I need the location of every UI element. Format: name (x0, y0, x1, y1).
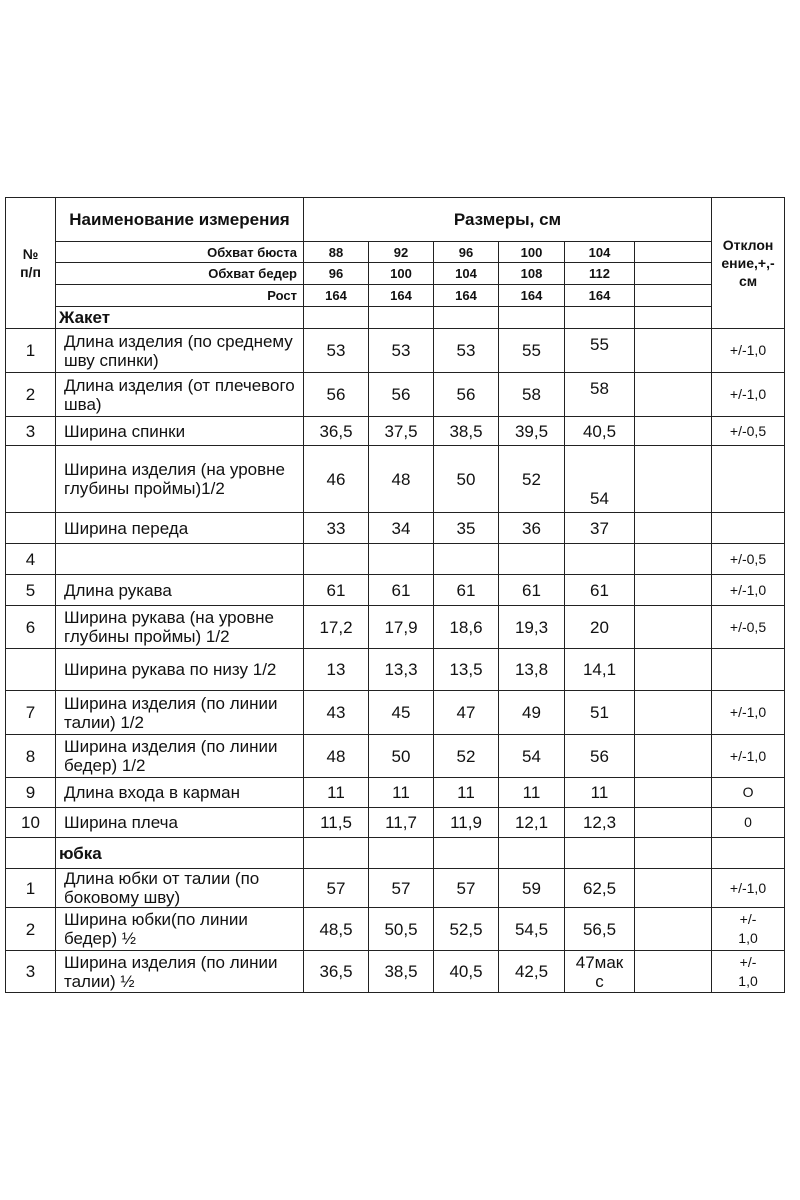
measure-name: Ширина переда (56, 513, 304, 544)
param-value: 112 (565, 263, 635, 285)
table-row (6, 373, 785, 417)
size-value: 12,1 (499, 808, 565, 838)
size-value (635, 808, 712, 838)
param-value (635, 263, 712, 285)
section-row (6, 838, 785, 869)
row-number: 3 (6, 417, 56, 446)
size-value: 12,3 (565, 808, 635, 838)
size-value: 51 (565, 691, 635, 735)
size-value: 43 (304, 691, 369, 735)
size-value (635, 575, 712, 606)
param-value: 164 (369, 285, 434, 307)
size-value: 38,5 (369, 951, 434, 993)
measure-name: Ширина плеча (56, 808, 304, 838)
size-value: 56 (369, 373, 434, 417)
row-number: 1 (6, 869, 56, 908)
table-row (6, 951, 785, 993)
size-value (635, 446, 712, 513)
table-row (6, 575, 785, 606)
tolerance-value: +/- 1,0 (712, 908, 785, 951)
size-value: 50 (434, 446, 499, 513)
size-value (304, 544, 369, 575)
param-value: 104 (565, 242, 635, 263)
section-empty-cell (369, 838, 434, 869)
size-value: 56,5 (565, 908, 635, 951)
size-value: 52 (434, 735, 499, 778)
size-value: 61 (304, 575, 369, 606)
size-value: 49 (499, 691, 565, 735)
header-param-row (6, 263, 785, 285)
size-value: 48,5 (304, 908, 369, 951)
table-row (6, 513, 785, 544)
row-number (6, 649, 56, 691)
param-value: 108 (499, 263, 565, 285)
tolerance-value (712, 649, 785, 691)
size-value: 36 (499, 513, 565, 544)
size-value (635, 778, 712, 808)
size-value: 11,7 (369, 808, 434, 838)
size-value: 18,6 (434, 606, 499, 649)
row-number: 4 (6, 544, 56, 575)
table-row (6, 691, 785, 735)
size-value: 14,1 (565, 649, 635, 691)
row-number: 2 (6, 373, 56, 417)
section-empty-cell (434, 307, 499, 329)
size-value: 35 (434, 513, 499, 544)
tolerance-value: +/-1,0 (712, 735, 785, 778)
size-value: 52 (499, 446, 565, 513)
tolerance-value: +/-1,0 (712, 329, 785, 373)
row-number (6, 513, 56, 544)
table-row (6, 869, 785, 908)
size-value: 20 (565, 606, 635, 649)
size-value (635, 691, 712, 735)
size-value: 56 (304, 373, 369, 417)
size-value: 55 (499, 329, 565, 373)
size-value: 54 (499, 735, 565, 778)
size-value (499, 544, 565, 575)
tolerance-value: +/-0,5 (712, 544, 785, 575)
size-value: 50,5 (369, 908, 434, 951)
table-row (6, 808, 785, 838)
size-value: 19,3 (499, 606, 565, 649)
size-value: 47мак с (565, 951, 635, 993)
size-value: 42,5 (499, 951, 565, 993)
size-value: 48 (304, 735, 369, 778)
size-value: 40,5 (434, 951, 499, 993)
row-number: 8 (6, 735, 56, 778)
tolerance-value: +/-1,0 (712, 373, 785, 417)
size-value: 36,5 (304, 951, 369, 993)
table-row (6, 606, 785, 649)
size-value: 11 (304, 778, 369, 808)
size-value: 57 (304, 869, 369, 908)
tolerance-value: +/-0,5 (712, 417, 785, 446)
section-empty-cell (565, 838, 635, 869)
size-value: 61 (565, 575, 635, 606)
section-row (6, 307, 785, 329)
size-value: 56 (565, 735, 635, 778)
size-value (635, 649, 712, 691)
measure-name: Ширина рукава по низу 1/2 (56, 649, 304, 691)
measure-name: Длина входа в карман (56, 778, 304, 808)
tolerance-value: +/- 1,0 (712, 951, 785, 993)
size-value: 53 (304, 329, 369, 373)
size-value (635, 513, 712, 544)
table-row (6, 735, 785, 778)
table-row (6, 544, 785, 575)
table-row (6, 908, 785, 951)
size-chart-body (6, 198, 785, 993)
size-value: 11 (565, 778, 635, 808)
param-label: Рост (56, 285, 304, 307)
size-value: 57 (369, 869, 434, 908)
tolerance-value (712, 513, 785, 544)
size-value (635, 544, 712, 575)
size-value (635, 606, 712, 649)
param-value: 100 (369, 263, 434, 285)
size-value: 55 (565, 329, 635, 373)
size-value: 59 (499, 869, 565, 908)
header-row-title (6, 198, 785, 242)
param-value: 92 (369, 242, 434, 263)
size-value: 13,5 (434, 649, 499, 691)
row-number: 10 (6, 808, 56, 838)
measure-name: Ширина изделия (по линии талии) 1/2 (56, 691, 304, 735)
row-number: 7 (6, 691, 56, 735)
measure-name: Ширина рукава (на уровне глубины проймы) 1/2 (56, 606, 304, 649)
size-value: 39,5 (499, 417, 565, 446)
section-empty-cell (635, 838, 712, 869)
size-value: 53 (434, 329, 499, 373)
section-num-cell (6, 838, 56, 869)
size-value (635, 908, 712, 951)
table-row (6, 417, 785, 446)
size-value: 46 (304, 446, 369, 513)
size-value: 13,3 (369, 649, 434, 691)
row-number: 5 (6, 575, 56, 606)
size-value (635, 735, 712, 778)
section-empty-cell (434, 838, 499, 869)
size-value: 54 (565, 446, 635, 513)
size-value (635, 869, 712, 908)
num-header: № п/п (6, 198, 56, 329)
table-row (6, 329, 785, 373)
table-row (6, 778, 785, 808)
table-row (6, 446, 785, 513)
size-value (635, 951, 712, 993)
size-value: 56 (434, 373, 499, 417)
param-value: 96 (434, 242, 499, 263)
sizes-header: Размеры, см (304, 198, 712, 242)
size-value (369, 544, 434, 575)
row-number (6, 446, 56, 513)
size-value: 61 (499, 575, 565, 606)
measure-name: Длина юбки от талии (по боковому шву) (56, 869, 304, 908)
tolerance-value: +/-0,5 (712, 606, 785, 649)
param-value: 104 (434, 263, 499, 285)
section-empty-cell (499, 307, 565, 329)
size-value: 33 (304, 513, 369, 544)
size-value: 57 (434, 869, 499, 908)
size-value: 17,2 (304, 606, 369, 649)
size-value: 58 (499, 373, 565, 417)
size-value: 36,5 (304, 417, 369, 446)
size-chart-table (5, 197, 785, 993)
measure-name: Ширина изделия (на уровне глубины проймы)1/2 (56, 446, 304, 513)
section-empty-cell (304, 838, 369, 869)
size-value (565, 544, 635, 575)
size-value: 40,5 (565, 417, 635, 446)
size-value: 11 (369, 778, 434, 808)
row-number: 9 (6, 778, 56, 808)
section-empty-cell (499, 838, 565, 869)
size-value: 11 (434, 778, 499, 808)
tolerance-value: О (712, 778, 785, 808)
param-value: 164 (565, 285, 635, 307)
size-value: 48 (369, 446, 434, 513)
size-value: 45 (369, 691, 434, 735)
param-value: 96 (304, 263, 369, 285)
measure-name: Длина рукава (56, 575, 304, 606)
size-value: 61 (369, 575, 434, 606)
row-number: 6 (6, 606, 56, 649)
size-value: 53 (369, 329, 434, 373)
tolerance-value: 0 (712, 808, 785, 838)
size-value: 34 (369, 513, 434, 544)
size-value: 61 (434, 575, 499, 606)
tolerance-value: +/-1,0 (712, 575, 785, 606)
measure-name: Ширина изделия (по линии бедер) 1/2 (56, 735, 304, 778)
measure-name: Длина изделия (от плечевого шва) (56, 373, 304, 417)
section-empty-cell (369, 307, 434, 329)
measure-name: Ширина спинки (56, 417, 304, 446)
measure-name: Ширина юбки(по линии бедер) ½ (56, 908, 304, 951)
size-value (434, 544, 499, 575)
size-value (635, 373, 712, 417)
size-value: 62,5 (565, 869, 635, 908)
tolerance-value: +/-1,0 (712, 691, 785, 735)
param-value (635, 242, 712, 263)
row-number: 3 (6, 951, 56, 993)
section-title: юбка (56, 838, 304, 869)
param-value (635, 285, 712, 307)
size-value: 11,5 (304, 808, 369, 838)
section-empty-cell (304, 307, 369, 329)
row-number: 1 (6, 329, 56, 373)
param-value: 164 (499, 285, 565, 307)
measure-name (56, 544, 304, 575)
param-label: Обхват бюста (56, 242, 304, 263)
section-title: Жакет (56, 307, 304, 329)
section-empty-cell (635, 307, 712, 329)
size-value: 13 (304, 649, 369, 691)
param-value: 164 (434, 285, 499, 307)
size-value (635, 329, 712, 373)
size-value: 52,5 (434, 908, 499, 951)
tolerance-header: Отклон ение,+,- см (712, 198, 785, 329)
size-value: 37,5 (369, 417, 434, 446)
section-tol-cell (712, 838, 785, 869)
table-row (6, 649, 785, 691)
param-value: 88 (304, 242, 369, 263)
size-value: 37 (565, 513, 635, 544)
header-param-row (6, 285, 785, 307)
measure-name: Длина изделия (по среднему шву спинки) (56, 329, 304, 373)
row-number: 2 (6, 908, 56, 951)
tolerance-value (712, 446, 785, 513)
size-value: 38,5 (434, 417, 499, 446)
param-value: 100 (499, 242, 565, 263)
measure-name: Ширина изделия (по линии талии) ½ (56, 951, 304, 993)
size-value: 13,8 (499, 649, 565, 691)
param-label: Обхват бедер (56, 263, 304, 285)
size-value: 11 (499, 778, 565, 808)
size-value (635, 417, 712, 446)
size-value: 50 (369, 735, 434, 778)
size-value: 47 (434, 691, 499, 735)
size-value: 54,5 (499, 908, 565, 951)
header-param-row (6, 242, 785, 263)
size-value: 11,9 (434, 808, 499, 838)
section-empty-cell (565, 307, 635, 329)
param-value: 164 (304, 285, 369, 307)
size-value: 58 (565, 373, 635, 417)
size-value: 17,9 (369, 606, 434, 649)
tolerance-value: +/-1,0 (712, 869, 785, 908)
name-header: Наименование измерения (56, 198, 304, 242)
